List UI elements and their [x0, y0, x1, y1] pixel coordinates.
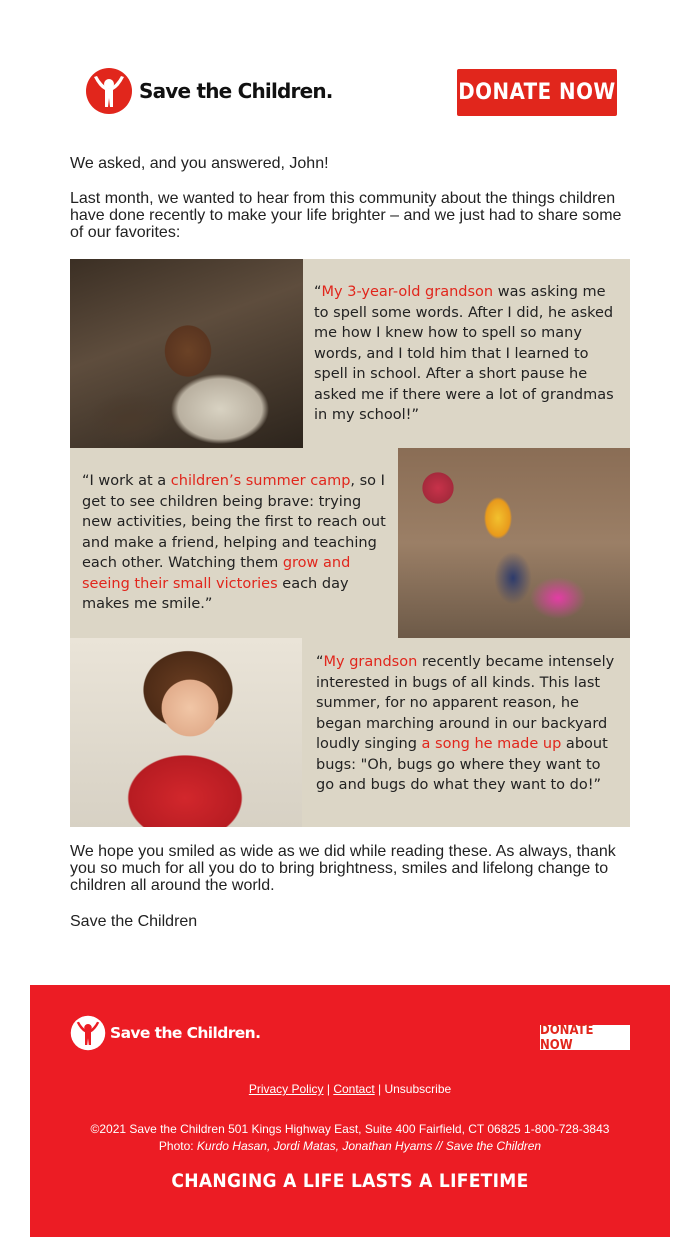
intro-paragraph: Last month, we wanted to hear from this community about the things children have done recently to make your life brighter – and we just had to share some of our favorites: — [70, 190, 622, 241]
child-red-sweater-photo — [70, 638, 302, 827]
quote-text: each day makes me smile.” — [82, 575, 349, 612]
link-separator: | — [323, 1082, 334, 1096]
smiling-boy-photo — [70, 259, 303, 448]
quote-highlight: My grandson — [323, 654, 418, 670]
story-card-1 — [70, 259, 630, 448]
story-quote-3 — [316, 652, 621, 796]
quote-text: , so I get to see children being brave: trying new activities, being the first to reach out and make a friend, helping and teaching each other. Watching them — [82, 473, 386, 571]
contact-link[interactable]: Contact — [333, 1082, 375, 1096]
quote-highlight: children’s summer camp — [170, 473, 351, 489]
footer-links — [30, 1082, 670, 1096]
donate-now-button[interactable]: DONATE NOW — [457, 69, 617, 116]
quote-text: recently became intensely interested in bugs of all kinds. This last summer, for no apparent reason, he began marching around in our backyard loudly singing — [316, 654, 615, 752]
story-quote-2 — [82, 471, 387, 615]
email-footer — [30, 985, 670, 1237]
closing-paragraph: We hope you smiled as wide as we did while reading these. As always, thank you so much for all you do to bring brightness, smiles and lifelong change to children all around the world. — [70, 843, 616, 894]
summer-camp-children-photo — [398, 448, 630, 638]
logo-wordmark: Save the Children. — [139, 79, 333, 103]
story-card-3 — [70, 638, 630, 827]
unsubscribe-link[interactable]: Unsubscribe — [384, 1082, 452, 1096]
email-header — [0, 0, 700, 140]
story-quote-1 — [314, 282, 619, 426]
story-card-2 — [70, 448, 630, 638]
link-separator: | — [374, 1082, 385, 1096]
quote-highlight: a song he made up — [421, 736, 562, 752]
photo-credit-label: Photo: — [158, 1139, 197, 1153]
mailing-address: ©2021 Save the Children 501 Kings Highway East, Suite 400 Fairfield, CT 06825 1-800-728-3843 — [90, 1122, 610, 1136]
quote-mark: “ — [316, 654, 324, 670]
footer-donate-button[interactable]: DONATE NOW — [540, 1025, 630, 1050]
quote-highlight: grow and seeing their small victories — [82, 555, 351, 592]
signoff-text: Save the Children — [70, 913, 198, 930]
photo-credit-names: Kurdo Hasan, Jordi Matas, Jonathan Hyams // Save the Children — [196, 1139, 542, 1153]
save-the-children-logo[interactable] — [85, 67, 333, 115]
child-figure-icon — [85, 67, 133, 115]
quote-text: “I work at a — [82, 473, 171, 489]
footer-address-block — [30, 1121, 670, 1155]
quote-highlight: My 3-year-old grandson — [321, 284, 494, 300]
privacy-policy-link[interactable]: Privacy Policy — [248, 1082, 324, 1096]
quote-text: about bugs: "Oh, bugs go where they want to go and bugs do what they want to do!” — [316, 736, 608, 793]
photo-credit — [30, 1138, 670, 1155]
footer-tagline: CHANGING A LIFE LASTS A LIFETIME — [171, 1170, 529, 1192]
footer-logo[interactable] — [70, 1015, 260, 1051]
quote-text: was asking me to spell some words. After I did, he asked me how I knew how to spell so many words, and I told him that I learned to spell in school. After a short pause he asked me if there were a lot of grandmas in my school!” — [314, 284, 614, 423]
footer-logo-wordmark: Save the Children. — [110, 1024, 261, 1042]
quote-mark: “ — [314, 284, 322, 300]
greeting-text: We asked, and you answered, John! — [70, 155, 329, 172]
child-figure-icon — [70, 1015, 106, 1051]
